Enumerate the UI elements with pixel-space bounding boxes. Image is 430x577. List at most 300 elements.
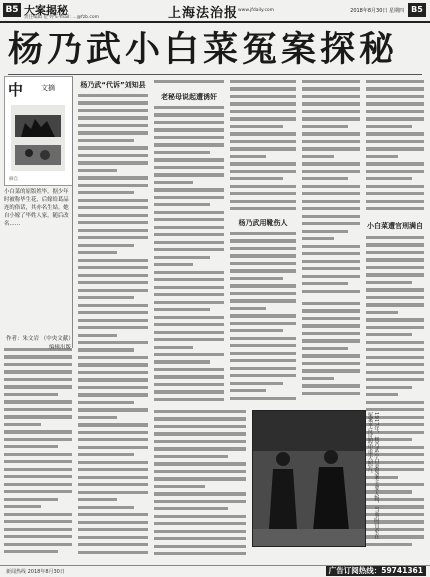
- text-line: [78, 528, 148, 531]
- text-line: [154, 293, 224, 296]
- paper-url: www.jfdaily.com: [238, 8, 275, 13]
- text-line: [154, 522, 246, 525]
- text-line: [154, 80, 224, 83]
- text-line: [154, 226, 224, 229]
- text-line: [366, 155, 398, 158]
- page-logo: B5: [3, 3, 21, 17]
- text-line: [366, 303, 424, 306]
- text-line: [302, 80, 360, 83]
- text-line: [154, 136, 224, 139]
- text-line: [154, 410, 246, 413]
- text-line: [230, 147, 296, 150]
- text-line: [230, 117, 296, 120]
- text-line: [154, 106, 224, 109]
- text-line: [302, 332, 360, 335]
- text-line: [4, 355, 72, 358]
- text-line: [366, 333, 412, 336]
- text-line: [302, 252, 360, 255]
- text-line: [366, 281, 412, 284]
- text-line: [230, 337, 296, 340]
- text-line: [366, 326, 424, 329]
- text-line: [4, 453, 72, 456]
- text-line: [154, 530, 246, 533]
- text-line: [78, 229, 148, 232]
- text-line: [154, 218, 224, 221]
- text-line: [302, 354, 360, 357]
- col5-body: [302, 302, 360, 406]
- text-line: [154, 375, 224, 378]
- text-line: [78, 184, 148, 187]
- text-line: [366, 192, 424, 195]
- text-line: [302, 369, 360, 372]
- text-line: [302, 132, 360, 135]
- text-line: [78, 236, 148, 239]
- text-line: [4, 363, 72, 366]
- text-line: [230, 140, 296, 143]
- text-line: [230, 80, 296, 83]
- text-line: [366, 140, 424, 143]
- text-line: [4, 378, 72, 381]
- text-line: [302, 200, 360, 203]
- text-line: [154, 128, 224, 131]
- text-line: [78, 139, 134, 142]
- col4-heading: 杨乃武用靴伤人: [238, 219, 288, 227]
- text-line: [78, 408, 148, 411]
- text-line: [366, 177, 412, 180]
- text-line: [4, 550, 58, 553]
- text-line: [366, 207, 424, 210]
- text-line: [366, 386, 412, 389]
- text-line: [154, 286, 224, 289]
- text-line: [78, 431, 148, 434]
- text-line: [230, 254, 296, 257]
- text-line: [78, 543, 148, 546]
- text-line: [230, 344, 296, 347]
- text-line: [154, 323, 224, 326]
- text-line: [78, 266, 148, 269]
- text-line: [302, 125, 348, 128]
- text-line: [302, 215, 360, 218]
- text-line: [154, 346, 193, 349]
- text-line: [302, 237, 334, 240]
- text-line: [4, 400, 72, 403]
- text-line: [154, 196, 224, 199]
- text-line: [302, 102, 360, 105]
- text-line: [302, 222, 360, 225]
- section-name: 大案揭秘: [24, 4, 68, 17]
- text-line: [302, 309, 360, 312]
- text-line: [154, 241, 224, 244]
- text-line: [302, 110, 360, 113]
- text-line: [230, 239, 296, 242]
- text-line: [78, 498, 117, 501]
- headline-rule: [8, 74, 422, 75]
- text-line: [230, 132, 296, 135]
- text-line: [78, 296, 134, 299]
- text-line: [78, 221, 148, 224]
- text-line: [4, 475, 72, 478]
- text-line: [78, 326, 148, 329]
- text-line: [302, 347, 348, 350]
- text-line: [78, 521, 148, 524]
- text-line: [154, 256, 210, 259]
- text-line: [4, 543, 72, 546]
- text-line: [302, 339, 360, 342]
- text-line: [154, 188, 224, 191]
- text-line: [78, 191, 134, 194]
- text-line: [230, 314, 296, 317]
- text-line: [154, 308, 210, 311]
- text-line: [154, 203, 210, 206]
- text-line: [302, 290, 360, 293]
- text-line: [366, 348, 424, 351]
- text-line: [154, 398, 224, 401]
- text-line: [302, 140, 360, 143]
- text-line: [4, 370, 72, 373]
- text-line: [366, 266, 424, 269]
- text-line: [78, 334, 117, 337]
- col4-top-body: [230, 80, 296, 215]
- culture-digest-box: [4, 76, 73, 186]
- text-line: [78, 214, 148, 217]
- text-line: [78, 244, 134, 247]
- col4-body: [230, 232, 296, 406]
- text-line: [230, 95, 296, 98]
- text-line: [230, 207, 296, 210]
- text-line: [154, 233, 224, 236]
- text-line: [302, 230, 348, 233]
- text-line: [154, 552, 246, 555]
- text-line: [4, 505, 41, 508]
- text-line: [154, 143, 224, 146]
- text-line: [366, 102, 424, 105]
- text-line: [230, 307, 266, 310]
- text-line: [302, 267, 360, 270]
- text-line: [78, 169, 117, 172]
- text-line: [230, 102, 296, 105]
- text-line: [154, 211, 224, 214]
- text-line: [366, 273, 424, 276]
- text-line: [366, 95, 424, 98]
- text-line: [154, 181, 193, 184]
- column-divider: [72, 76, 73, 348]
- text-line: [4, 430, 72, 433]
- lower-left-body: [4, 348, 72, 562]
- col6-top-body: [366, 80, 424, 218]
- text-line: [154, 331, 224, 334]
- text-line: [366, 243, 424, 246]
- text-line: [366, 236, 424, 239]
- text-line: [154, 425, 246, 428]
- text-line: [4, 468, 72, 471]
- text-line: [78, 206, 148, 209]
- text-line: [4, 408, 72, 411]
- text-line: [78, 468, 148, 471]
- text-line: [4, 498, 58, 501]
- text-line: [366, 162, 424, 165]
- text-line: [78, 393, 148, 396]
- issue-date: 2018年8月30日 星期四: [350, 8, 404, 14]
- text-line: [230, 299, 296, 302]
- text-line: [4, 348, 72, 351]
- text-line: [154, 151, 210, 154]
- text-line: [78, 124, 148, 127]
- left-paragraph: 小白菜的原版姓毕，据少年时被称毕生花，后嫁给葛品连的俗话，其亦名生姑。她自小嫁了毕姓人家，随后改名……: [4, 189, 69, 227]
- text-line: [302, 275, 360, 278]
- text-line: [154, 390, 224, 393]
- culture-label: 中: [8, 81, 24, 99]
- lower-mid-body: [154, 410, 246, 562]
- text-line: [366, 132, 424, 135]
- text-line: [78, 446, 148, 449]
- text-line: [302, 317, 360, 320]
- text-line: [230, 284, 296, 287]
- text-line: [302, 377, 334, 380]
- text-line: [78, 304, 148, 307]
- photo-caption: 1917年，杨乃武小白菜冤案主要人物，当事时官吏在冤案平反过程中重大照片。: [367, 412, 379, 540]
- col3-top-body: [154, 80, 224, 90]
- text-line: [154, 301, 224, 304]
- text-line: [366, 110, 424, 113]
- culture-photo: [11, 105, 65, 171]
- text-line: [4, 385, 72, 388]
- text-line: [230, 232, 296, 235]
- col3-body: [154, 106, 224, 406]
- section-meta: 责任编辑 范 婷 E-mail: ...@fzb.com: [24, 15, 99, 20]
- text-line: [230, 192, 296, 195]
- text-line: [230, 247, 296, 250]
- text-line: [154, 263, 193, 266]
- text-line: [4, 483, 72, 486]
- text-line: [154, 271, 224, 274]
- text-line: [302, 162, 360, 165]
- text-line: [366, 87, 424, 90]
- footer-left: 新闻热线 2018年8月30日: [6, 569, 65, 575]
- text-line: [230, 125, 283, 128]
- text-line: [78, 423, 148, 426]
- text-line: [366, 378, 424, 381]
- text-line: [154, 383, 224, 386]
- culture-caption: 摘自: [9, 177, 18, 182]
- text-line: [154, 477, 246, 480]
- col3-heading: 老秘母说起遭诱奸: [161, 93, 217, 101]
- text-line: [230, 262, 296, 265]
- text-line: [366, 543, 412, 546]
- text-line: [366, 311, 398, 314]
- text-line: [78, 371, 148, 374]
- text-line: [154, 462, 246, 465]
- left-column-text: [4, 188, 71, 343]
- text-line: [366, 318, 424, 321]
- text-line: [154, 248, 224, 251]
- text-line: [366, 356, 424, 359]
- text-line: [154, 507, 228, 510]
- text-line: [154, 353, 224, 356]
- text-line: [230, 382, 283, 385]
- text-line: [78, 438, 148, 441]
- text-line: [302, 392, 360, 395]
- text-line: [78, 378, 148, 381]
- text-line: [154, 417, 246, 420]
- text-line: [154, 368, 224, 371]
- text-line: [78, 161, 148, 164]
- text-line: [302, 147, 360, 150]
- text-line: [154, 338, 224, 341]
- text-line: [78, 131, 148, 134]
- text-line: [78, 513, 148, 516]
- text-line: [78, 154, 148, 157]
- text-line: [78, 311, 148, 314]
- text-line: [366, 258, 424, 261]
- text-line: [78, 259, 148, 262]
- text-line: [4, 393, 58, 396]
- text-line: [4, 513, 72, 516]
- text-line: [302, 302, 360, 305]
- text-line: [4, 438, 72, 441]
- text-line: [154, 515, 246, 518]
- text-line: [154, 500, 246, 503]
- text-line: [78, 146, 148, 149]
- col6-heading: 小白菜遭官刑满自: [367, 222, 423, 230]
- text-line: [4, 415, 72, 418]
- text-line: [366, 185, 424, 188]
- text-line: [78, 101, 148, 104]
- text-line: [78, 476, 148, 479]
- text-line: [366, 288, 424, 291]
- text-line: [230, 367, 296, 370]
- text-line: [78, 363, 148, 366]
- text-line: [302, 117, 360, 120]
- text-line: [78, 551, 148, 554]
- text-line: [366, 393, 398, 396]
- text-line: [154, 173, 224, 176]
- text-line: [230, 359, 296, 362]
- text-line: [366, 80, 424, 83]
- text-line: [4, 520, 72, 523]
- text-line: [78, 251, 117, 254]
- text-line: [302, 384, 360, 387]
- text-line: [78, 176, 148, 179]
- text-line: [230, 389, 266, 392]
- text-line: [4, 490, 72, 493]
- col5-top-body: [302, 80, 360, 300]
- text-line: [4, 460, 72, 463]
- text-line: [154, 158, 224, 161]
- text-line: [78, 341, 148, 344]
- text-line: [4, 528, 72, 531]
- text-line: [154, 485, 205, 488]
- text-line: [230, 269, 296, 272]
- col2-heading: 杨乃武“代诉”刘知县: [80, 81, 146, 89]
- text-line: [78, 461, 148, 464]
- text-line: [230, 110, 296, 113]
- text-line: [230, 87, 296, 90]
- text-line: [78, 109, 148, 112]
- text-line: [302, 177, 348, 180]
- col2-body: [78, 94, 148, 562]
- text-line: [78, 116, 148, 119]
- historical-photo-image: [253, 411, 365, 546]
- text-line: [78, 416, 117, 419]
- text-line: [78, 199, 148, 202]
- text-line: [302, 245, 360, 248]
- text-line: [230, 200, 296, 203]
- text-line: [366, 341, 424, 344]
- text-line: [230, 292, 296, 295]
- text-line: [78, 536, 148, 539]
- text-line: [366, 401, 424, 404]
- masthead-rule: [0, 21, 430, 23]
- text-line: [78, 506, 134, 509]
- text-line: [302, 185, 360, 188]
- text-line: [366, 125, 412, 128]
- text-line: [366, 363, 424, 366]
- text-line: [230, 177, 283, 180]
- text-line: [302, 207, 360, 210]
- text-line: [78, 356, 148, 359]
- text-line: [78, 289, 148, 292]
- text-line: [230, 170, 296, 173]
- text-line: [78, 94, 148, 97]
- text-line: [366, 251, 424, 254]
- text-line: [230, 374, 296, 377]
- text-line: [230, 155, 266, 158]
- text-line: [78, 483, 148, 486]
- text-line: [78, 386, 148, 389]
- text-line: [230, 162, 296, 165]
- text-line: [302, 362, 360, 365]
- text-line: [154, 537, 246, 540]
- text-line: [366, 170, 424, 173]
- text-line: [78, 348, 134, 351]
- text-line: [154, 447, 246, 450]
- text-line: [4, 445, 58, 448]
- text-line: [366, 147, 424, 150]
- text-line: [78, 319, 148, 322]
- text-line: [154, 440, 246, 443]
- text-line: [154, 278, 224, 281]
- text-line: [302, 95, 360, 98]
- text-line: [302, 324, 360, 327]
- text-line: [366, 296, 424, 299]
- footer-ad-hotline: 广告订阅热线：59741361: [326, 566, 426, 576]
- culture-sub-label: 文摘: [41, 84, 55, 92]
- text-line: [302, 155, 334, 158]
- text-line: [302, 87, 360, 90]
- text-line: [154, 455, 228, 458]
- text-line: [366, 408, 424, 411]
- text-line: [154, 492, 246, 495]
- text-line: [366, 371, 424, 374]
- left-byline: 作者：朱文岩 （中央文献）: [6, 336, 71, 342]
- text-line: [78, 453, 134, 456]
- text-line: [302, 192, 360, 195]
- text-line: [302, 282, 348, 285]
- masthead: [0, 0, 430, 22]
- text-line: [154, 432, 246, 435]
- text-line: [230, 352, 296, 355]
- text-line: [154, 166, 224, 169]
- text-line: [4, 535, 72, 538]
- text-line: [78, 491, 148, 494]
- text-line: [78, 281, 148, 284]
- text-line: [4, 423, 41, 426]
- text-line: [366, 200, 424, 203]
- text-line: [154, 113, 224, 116]
- text-line: [230, 329, 283, 332]
- historical-photo: [252, 410, 366, 547]
- headline: 杨乃武小白菜冤案探秘: [8, 30, 399, 70]
